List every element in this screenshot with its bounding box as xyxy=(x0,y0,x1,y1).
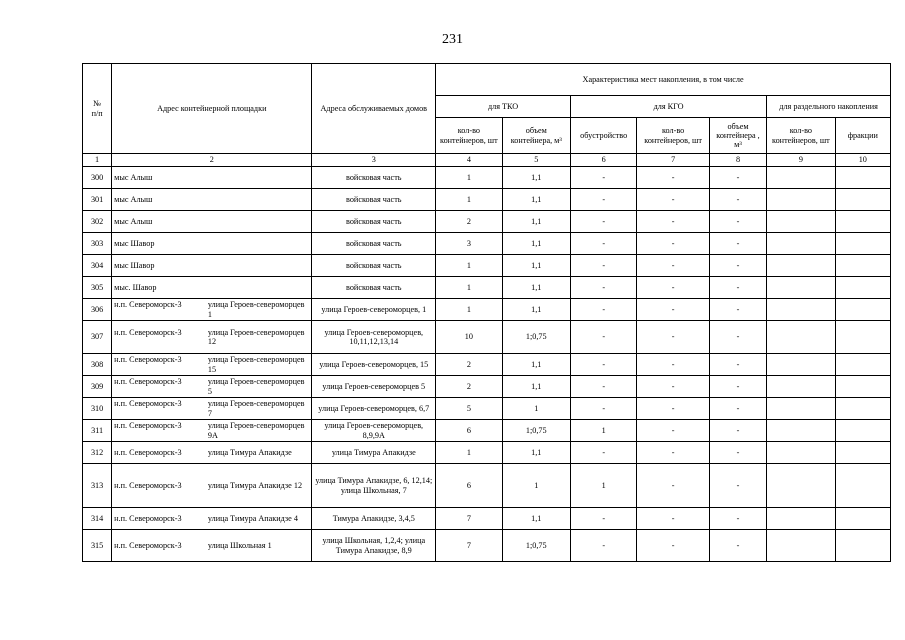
site-street: улица Героев-североморцев 7 xyxy=(207,399,305,418)
sep-count-cell xyxy=(767,321,835,354)
tko-volume-cell: 1,1 xyxy=(502,233,570,255)
header-served-addresses: Адреса обслуживаемых домов xyxy=(312,64,436,154)
site-locality: мыс Шавор xyxy=(114,260,155,270)
header-sep-count: кол-во контейнеров, шт xyxy=(767,118,835,154)
header-num: № п/п xyxy=(83,64,112,154)
served-addresses-cell: войсковая часть xyxy=(312,189,436,211)
row-number: 309 xyxy=(83,376,112,398)
served-addresses-cell: улица Школьная, 1,2,4; улица Тимура Апакидзе, 8,9 xyxy=(312,530,436,562)
kgo-count-cell: - xyxy=(637,189,709,211)
table-row xyxy=(83,167,891,189)
site-address-cell xyxy=(112,233,312,255)
sep-fraction-cell xyxy=(835,420,890,442)
sep-fraction-cell xyxy=(835,233,890,255)
kgo-volume-cell: - xyxy=(709,508,766,530)
kgo-equipment-cell: - xyxy=(570,299,636,321)
page-number: 231 xyxy=(442,32,463,47)
row-number: 314 xyxy=(83,508,112,530)
kgo-count-cell: - xyxy=(637,354,709,376)
site-address-cell xyxy=(112,277,312,299)
header-characteristics: Характеристика мест накопления, в том числе xyxy=(436,64,891,96)
sep-fraction-cell xyxy=(835,299,890,321)
tko-volume-cell: 1,1 xyxy=(502,442,570,464)
row-number: 301 xyxy=(83,189,112,211)
row-number: 312 xyxy=(83,442,112,464)
table-row xyxy=(83,299,891,321)
tko-volume-cell: 1;0,75 xyxy=(502,321,570,354)
kgo-count-cell: - xyxy=(637,376,709,398)
kgo-count-cell: - xyxy=(637,233,709,255)
served-addresses-cell: улица Героев-североморцев 5 xyxy=(312,376,436,398)
site-address-cell xyxy=(112,189,312,211)
header-kgo: для КГО xyxy=(570,96,766,118)
kgo-equipment-cell: - xyxy=(570,255,636,277)
table-row xyxy=(83,255,891,277)
sep-count-cell xyxy=(767,211,835,233)
kgo-equipment-cell: - xyxy=(570,211,636,233)
tko-count-cell: 1 xyxy=(436,442,502,464)
header-kgo-volume: объем контейнера , м³ xyxy=(709,118,766,154)
site-address-cell xyxy=(112,299,312,321)
kgo-equipment-cell: - xyxy=(570,376,636,398)
site-address-cell xyxy=(112,321,312,354)
sep-fraction-cell xyxy=(835,442,890,464)
row-number: 300 xyxy=(83,167,112,189)
served-addresses-cell: улица Героев-североморцев, 6,7 xyxy=(312,398,436,420)
tko-count-cell: 6 xyxy=(436,420,502,442)
site-address-cell xyxy=(112,354,312,376)
tko-count-cell: 7 xyxy=(436,508,502,530)
kgo-count-cell: - xyxy=(637,530,709,562)
kgo-equipment-cell: - xyxy=(570,354,636,376)
kgo-equipment-cell: - xyxy=(570,508,636,530)
site-locality: н.п. Североморск-3 xyxy=(114,447,182,457)
kgo-volume-cell: - xyxy=(709,189,766,211)
tko-volume-cell: 1,1 xyxy=(502,167,570,189)
header-kgo-equipment: обустройство xyxy=(570,118,636,154)
kgo-count-cell: - xyxy=(637,420,709,442)
row-number: 306 xyxy=(83,299,112,321)
kgo-count-cell: - xyxy=(637,299,709,321)
served-addresses-cell: войсковая часть xyxy=(312,167,436,189)
sep-fraction-cell xyxy=(835,189,890,211)
served-addresses-cell: улица Тимура Апакидзе xyxy=(312,442,436,464)
site-locality: мыс. Шавор xyxy=(114,282,157,292)
site-street: улица Тимура Апакидзе 12 xyxy=(207,480,303,490)
kgo-count-cell: - xyxy=(637,398,709,420)
served-addresses-cell: улица Героев-североморцев, 1 xyxy=(312,299,436,321)
row-number: 302 xyxy=(83,211,112,233)
kgo-equipment-cell: - xyxy=(570,398,636,420)
site-address-cell xyxy=(112,530,312,562)
table-row xyxy=(83,376,891,398)
tko-volume-cell: 1,1 xyxy=(502,189,570,211)
tko-count-cell: 1 xyxy=(436,189,502,211)
table-row xyxy=(83,464,891,508)
kgo-volume-cell: - xyxy=(709,442,766,464)
site-locality: н.п. Североморск-3 xyxy=(114,513,182,523)
kgo-equipment-cell: - xyxy=(570,530,636,562)
tko-count-cell: 3 xyxy=(436,233,502,255)
row-number: 305 xyxy=(83,277,112,299)
header-kgo-count: кол-во контейнеров, шт xyxy=(637,118,709,154)
sep-fraction-cell xyxy=(835,167,890,189)
row-number: 307 xyxy=(83,321,112,354)
col-number: 6 xyxy=(570,154,636,167)
tko-volume-cell: 1,1 xyxy=(502,508,570,530)
row-number: 304 xyxy=(83,255,112,277)
kgo-count-cell: - xyxy=(637,464,709,508)
tko-volume-cell: 1 xyxy=(502,398,570,420)
table-row xyxy=(83,420,891,442)
site-address-cell xyxy=(112,167,312,189)
site-street xyxy=(208,173,310,182)
sep-count-cell xyxy=(767,530,835,562)
served-addresses-cell: улица Тимура Апакидзе, 6, 12,14; улица Школьная, 7 xyxy=(312,464,436,508)
site-locality: н.п. Североморск-3 xyxy=(114,327,182,337)
tko-count-cell: 6 xyxy=(436,464,502,508)
served-addresses-cell: улица Героев-североморцев, 10,11,12,13,14 xyxy=(312,321,436,354)
row-number: 311 xyxy=(83,420,112,442)
row-number: 313 xyxy=(83,464,112,508)
site-locality: н.п. Североморск-3 xyxy=(114,355,182,365)
tko-volume-cell: 1,1 xyxy=(502,354,570,376)
tko-count-cell: 1 xyxy=(436,255,502,277)
served-addresses-cell: войсковая часть xyxy=(312,211,436,233)
kgo-volume-cell: - xyxy=(709,233,766,255)
col-number: 7 xyxy=(637,154,709,167)
tko-count-cell: 7 xyxy=(436,530,502,562)
kgo-equipment-cell: - xyxy=(570,442,636,464)
column-numbers-row xyxy=(83,154,891,167)
kgo-volume-cell: - xyxy=(709,420,766,442)
kgo-equipment-cell: 1 xyxy=(570,420,636,442)
sep-count-cell xyxy=(767,189,835,211)
kgo-equipment-cell: - xyxy=(570,189,636,211)
tko-volume-cell: 1;0,75 xyxy=(502,530,570,562)
kgo-count-cell: - xyxy=(637,508,709,530)
site-locality: н.п. Североморск-3 xyxy=(114,540,182,550)
col-number: 1 xyxy=(83,154,112,167)
site-locality: н.п. Североморск-3 xyxy=(114,421,182,431)
site-address-cell xyxy=(112,398,312,420)
kgo-count-cell: - xyxy=(637,321,709,354)
tko-count-cell: 2 xyxy=(436,211,502,233)
sep-fraction-cell xyxy=(835,508,890,530)
tko-count-cell: 1 xyxy=(436,277,502,299)
sep-count-cell xyxy=(767,233,835,255)
sep-count-cell xyxy=(767,442,835,464)
col-number: 5 xyxy=(502,154,570,167)
col-number: 8 xyxy=(709,154,766,167)
kgo-count-cell: - xyxy=(637,255,709,277)
table-row xyxy=(83,442,891,464)
site-street: улица Героев-североморцев 12 xyxy=(207,327,305,346)
sep-count-cell xyxy=(767,398,835,420)
sep-fraction-cell xyxy=(835,321,890,354)
table-row xyxy=(83,321,891,354)
kgo-count-cell: - xyxy=(637,211,709,233)
header-tko: для ТКО xyxy=(436,96,571,118)
sep-count-cell xyxy=(767,255,835,277)
served-addresses-cell: войсковая часть xyxy=(312,277,436,299)
tko-volume-cell: 1,1 xyxy=(502,255,570,277)
served-addresses-cell: улица Героев-североморцев, 8,9,9А xyxy=(312,420,436,442)
tko-count-cell: 2 xyxy=(436,376,502,398)
col-number: 9 xyxy=(767,154,835,167)
site-address-cell xyxy=(112,442,312,464)
kgo-volume-cell: - xyxy=(709,167,766,189)
col-number: 4 xyxy=(436,154,502,167)
sep-count-cell xyxy=(767,167,835,189)
kgo-equipment-cell: - xyxy=(570,277,636,299)
kgo-volume-cell: - xyxy=(709,299,766,321)
tko-volume-cell: 1;0,75 xyxy=(502,420,570,442)
site-street: улица Тимура Апакидзе xyxy=(207,447,292,457)
kgo-equipment-cell: - xyxy=(570,167,636,189)
site-street xyxy=(208,217,310,226)
col-number: 2 xyxy=(112,154,312,167)
site-address-cell xyxy=(112,376,312,398)
kgo-equipment-cell: - xyxy=(570,233,636,255)
sep-count-cell xyxy=(767,376,835,398)
kgo-count-cell: - xyxy=(637,167,709,189)
table-row xyxy=(83,354,891,376)
tko-volume-cell: 1,1 xyxy=(502,299,570,321)
table-row xyxy=(83,233,891,255)
sep-fraction-cell xyxy=(835,211,890,233)
sep-count-cell xyxy=(767,508,835,530)
site-street xyxy=(208,195,310,204)
kgo-volume-cell: - xyxy=(709,464,766,508)
header-site-address: Адрес контейнерной площадки xyxy=(112,64,312,154)
sep-count-cell xyxy=(767,277,835,299)
row-number: 303 xyxy=(83,233,112,255)
site-locality: мыс Алыш xyxy=(114,216,153,226)
sep-count-cell xyxy=(767,354,835,376)
site-locality: н.п. Североморск-3 xyxy=(114,480,182,490)
served-addresses-cell: улица Героев-североморцев, 15 xyxy=(312,354,436,376)
site-street: улица Тимура Апакидзе 4 xyxy=(207,513,298,523)
site-address-cell xyxy=(112,420,312,442)
kgo-volume-cell: - xyxy=(709,321,766,354)
site-street xyxy=(208,239,310,248)
site-locality: н.п. Североморск-3 xyxy=(114,377,182,387)
sep-fraction-cell xyxy=(835,398,890,420)
table-row xyxy=(83,189,891,211)
site-locality: мыс Алыш xyxy=(114,172,153,182)
table-row xyxy=(83,530,891,562)
sep-fraction-cell xyxy=(835,530,890,562)
kgo-equipment-cell: - xyxy=(570,321,636,354)
kgo-volume-cell: - xyxy=(709,255,766,277)
sep-fraction-cell xyxy=(835,376,890,398)
tko-count-cell: 1 xyxy=(436,299,502,321)
site-street: улица Героев-североморцев 5 xyxy=(207,377,305,396)
site-address-cell xyxy=(112,508,312,530)
tko-count-cell: 2 xyxy=(436,354,502,376)
site-street: улица Героев-североморцев 9А xyxy=(207,421,305,440)
kgo-volume-cell: - xyxy=(709,211,766,233)
table-row xyxy=(83,211,891,233)
col-number: 3 xyxy=(312,154,436,167)
site-street xyxy=(208,261,310,270)
row-number: 308 xyxy=(83,354,112,376)
kgo-volume-cell: - xyxy=(709,354,766,376)
site-street: улица Героев-североморцев 1 xyxy=(207,300,305,319)
table-row xyxy=(83,508,891,530)
sep-fraction-cell xyxy=(835,277,890,299)
kgo-equipment-cell: 1 xyxy=(570,464,636,508)
tko-volume-cell: 1 xyxy=(502,464,570,508)
header-separate: для раздельного накопления xyxy=(767,96,891,118)
site-locality: мыс Алыш xyxy=(114,194,153,204)
site-address-cell xyxy=(112,255,312,277)
sep-fraction-cell xyxy=(835,354,890,376)
kgo-count-cell: - xyxy=(637,442,709,464)
tko-count-cell: 10 xyxy=(436,321,502,354)
kgo-volume-cell: - xyxy=(709,398,766,420)
site-address-cell xyxy=(112,464,312,508)
kgo-volume-cell: - xyxy=(709,277,766,299)
served-addresses-cell: войсковая часть xyxy=(312,233,436,255)
sep-fraction-cell xyxy=(835,464,890,508)
tko-count-cell: 1 xyxy=(436,167,502,189)
site-street xyxy=(208,283,310,292)
tko-volume-cell: 1,1 xyxy=(502,211,570,233)
row-number: 310 xyxy=(83,398,112,420)
site-street: улица Школьная 1 xyxy=(207,540,272,550)
tko-count-cell: 5 xyxy=(436,398,502,420)
tko-volume-cell: 1,1 xyxy=(502,376,570,398)
header-tko-count: кол-во контейнеров, шт xyxy=(436,118,502,154)
sep-count-cell xyxy=(767,420,835,442)
registry-table xyxy=(82,63,891,562)
table-row xyxy=(83,277,891,299)
kgo-count-cell: - xyxy=(637,277,709,299)
site-address-cell xyxy=(112,211,312,233)
sep-fraction-cell xyxy=(835,255,890,277)
row-number: 315 xyxy=(83,530,112,562)
header-tko-volume: объем контейнера, м³ xyxy=(502,118,570,154)
kgo-volume-cell: - xyxy=(709,530,766,562)
site-locality: н.п. Североморск-3 xyxy=(114,399,182,409)
kgo-volume-cell: - xyxy=(709,376,766,398)
header-sep-fraction: фракции xyxy=(835,118,890,154)
site-locality: мыс Шавор xyxy=(114,238,155,248)
served-addresses-cell: войсковая часть xyxy=(312,255,436,277)
sep-count-cell xyxy=(767,299,835,321)
tko-volume-cell: 1,1 xyxy=(502,277,570,299)
table-row xyxy=(83,398,891,420)
sep-count-cell xyxy=(767,464,835,508)
site-street: улица Героев-североморцев 15 xyxy=(207,355,305,374)
served-addresses-cell: Тимура Апакидзе, 3,4,5 xyxy=(312,508,436,530)
col-number: 10 xyxy=(835,154,890,167)
site-locality: н.п. Североморск-3 xyxy=(114,300,182,310)
